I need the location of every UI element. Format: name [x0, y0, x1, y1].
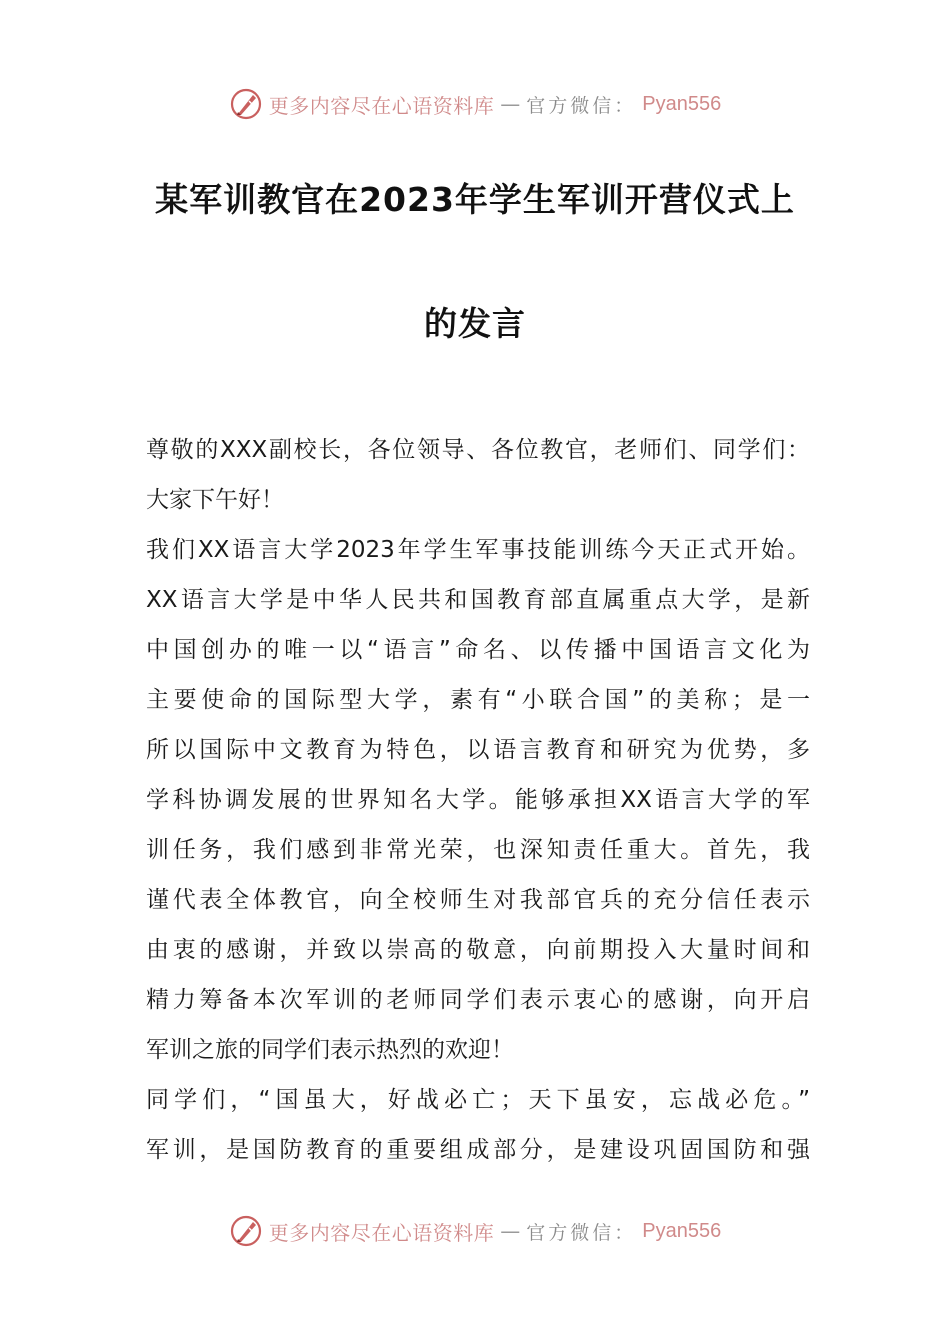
- document-title-line-1: 某军训教官在2023年学生军训开营仪式上: [155, 180, 795, 219]
- body-line: XX语言大学是中华人民共和国教育部直属重点大学，是新: [146, 587, 810, 613]
- quill-pen-logo-icon: [229, 1214, 263, 1248]
- watermark-official-label: 官方微信：: [526, 94, 637, 117]
- watermark-site-text: 更多内容尽在心语资料库: [268, 1220, 495, 1245]
- body-line: 同学们，“国虽大，好战必亡；天下虽安，忘战必危。”: [146, 1087, 810, 1113]
- header-watermark: [0, 84, 950, 124]
- document-title-line-2: 的发言: [424, 304, 526, 343]
- watermark-dash: —: [500, 1219, 521, 1243]
- body-line: 训任务，我们感到非常光荣，也深知责任重大。首先，我: [146, 837, 810, 863]
- watermark-handle: Pyan556: [642, 92, 722, 115]
- body-line: 军训之旅的同学们表示热烈的欢迎！: [146, 1037, 514, 1063]
- footer-watermark: [0, 1211, 950, 1251]
- body-line: 大家下午好！: [146, 487, 284, 513]
- watermark-official-label: 官方微信：: [526, 1221, 637, 1244]
- watermark-handle: Pyan556: [642, 1219, 722, 1242]
- body-line: 精力筹备本次军训的老师同学们表示衷心的感谢，向开启: [146, 987, 810, 1013]
- body-line: 学科协调发展的世界知名大学。能够承担XX语言大学的军: [146, 787, 810, 813]
- watermark-dash: —: [500, 92, 521, 116]
- body-line: 主要使命的国际型大学，素有“小联合国”的美称；是一: [146, 687, 810, 713]
- body-line: 所以国际中文教育为特色，以语言教育和研究为优势，多: [146, 737, 810, 763]
- watermark-site-text: 更多内容尽在心语资料库: [268, 93, 495, 118]
- quill-pen-logo-icon: [229, 87, 263, 121]
- body-line: 由衷的感谢，并致以崇高的敬意，向前期投入大量时间和: [146, 937, 810, 963]
- body-line: 尊敬的XXX副校长，各位领导、各位教官，老师们、同学们：: [146, 437, 810, 463]
- body-line: 军训，是国防教育的重要组成部分，是建设巩固国防和强: [146, 1137, 810, 1163]
- body-line: 中国创办的唯一以“语言”命名、以传播中国语言文化为: [146, 637, 810, 663]
- body-line: 谨代表全体教官，向全校师生对我部官兵的充分信任表示: [146, 887, 810, 913]
- document-body: [146, 425, 810, 1175]
- body-line: 我们XX语言大学2023年学生军事技能训练今天正式开始。: [146, 537, 810, 563]
